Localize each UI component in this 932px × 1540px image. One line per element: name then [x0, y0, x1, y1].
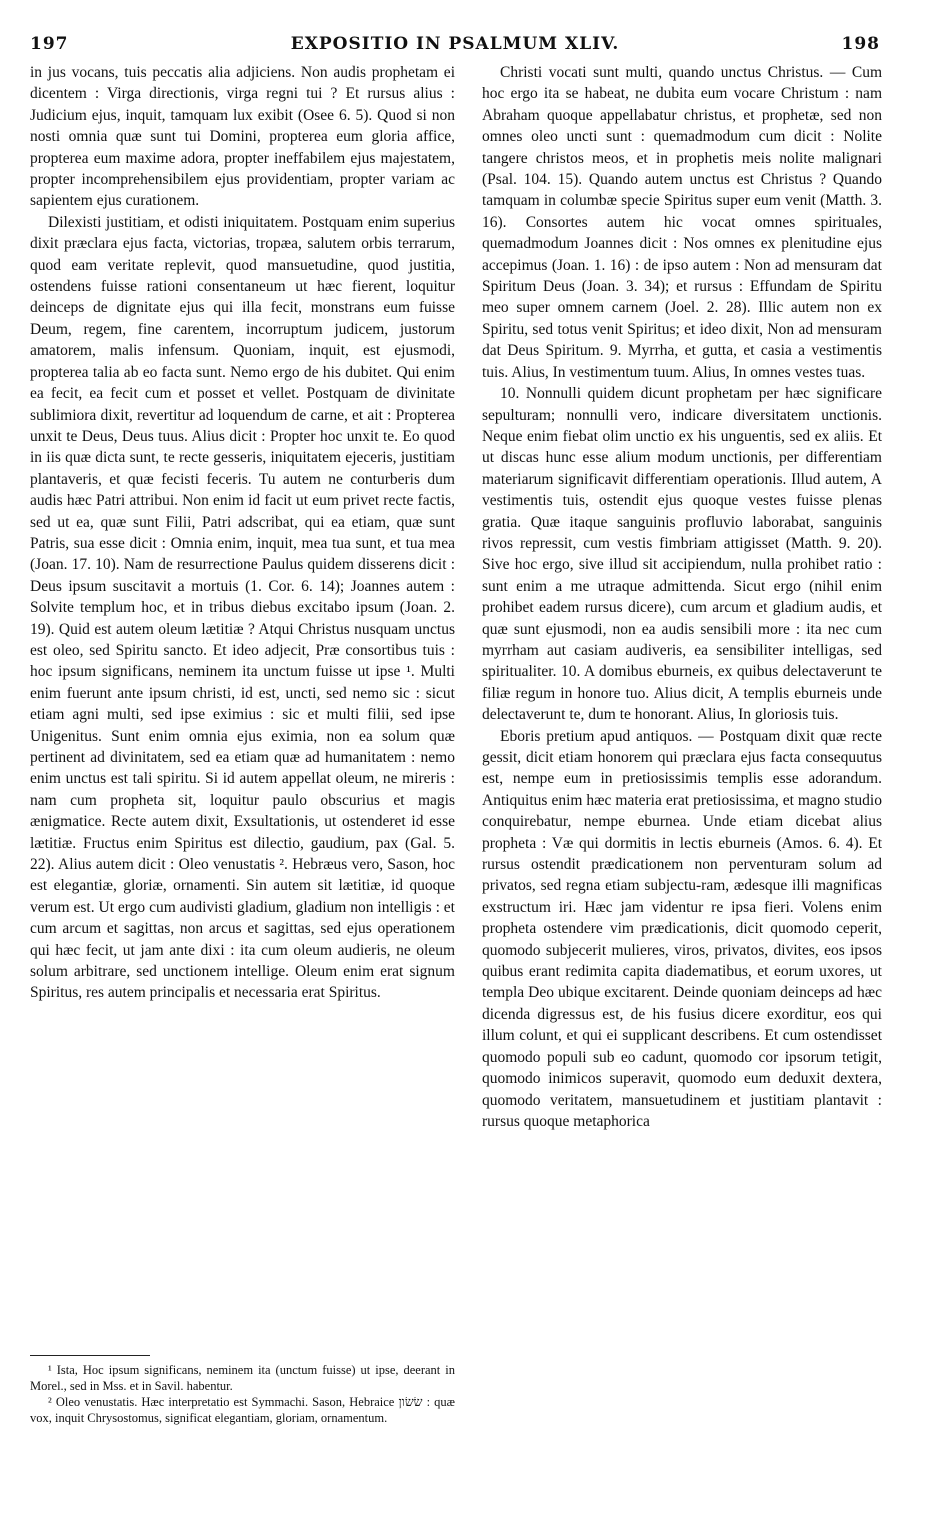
running-head	[30, 34, 880, 58]
right-column	[482, 62, 882, 1132]
left-paragraph-1: in jus vocans, tuis peccatis alia adjiciens. Non audis prophetam ei dicentem : Virga directionis, virga regni tui ? Et rursus alius : Judicium ejus, inquit, tamquam lux exibit (Osee 6. 5). Quod si non nosti omnia quæ sunt tui Domini, propterea eum gloria affice, propterea eum maxime adora, propter ineffabilem ejus majestatem, propter incomprehensibilem ejus providentiam, propter variam ac sapientem ejus curationem.	[30, 64, 455, 210]
left-column	[30, 62, 455, 1004]
footnotes	[30, 1362, 455, 1426]
right-paragraph-3: Eboris pretium apud antiquos. — Postquam dixit quæ recte gessit, dicit etiam honorem qui præclara ejus facta consequutus est, nempe eum in pretiosissimis templis esse adorandum. Antiquitus enim hæc materia erat pretiosissima, et magno studio conquirebatur, nempe eburnea. Unde etiam dicebat alius propheta : Væ qui dormitis in lectis eburneis (Amos. 6. 4). Et rursus ostendit prædicationem non perventuram solum ad privatos, sed regna etiam subjectu-ram, ædesque illi magnificas exstructum iri. Hæc jam videntur re ipsa fieri. Volens enim propheta ostendere vim prædicationis, dicit quomodo ceperit, quomodo subjecerit mulieres, viros, privatos, divites, eos ipsos quibus erant redimita capita diadematibus, et eorum uxores, ut templa Deo ubique excitarent. Deinde quoniam deinceps ad hæc dicenda digressus est, de his fusius dicere exorditur, eos qui illum colunt, et qui ei supplicant describens. Et cum ostendisset quomodo populi sub eo cadunt, quomodo cor ipsorum tetigit, quomodo inimicos superavit, quomodo eum deduxit dextera, quomodo veritatem, mansuetudinem et justitiam plantavit : rursus quoque metaphorica	[482, 727, 882, 1130]
page-title: EXPOSITIO IN PSALMUM XLIV.	[290, 34, 620, 54]
page-number-left: 197	[30, 34, 69, 54]
page-number-right: 198	[841, 34, 880, 54]
footnote-2: ² Oleo venustatis. Hæc interpretatio est Symmachi. Sason, Hebraice שׂשׂון : quæ vox, inquit Chrysostomus, significat elegantiam, gloriam, ornamentum.	[30, 1395, 455, 1425]
right-paragraph-1: Christi vocati sunt multi, quando unctus Christus. — Cum hoc ergo ita se habeat, ne dubita eum vocare Christum : nam Abraham quoque appellabatur christus, et prophetæ, sed non omnes oleo uncti sunt : quemadmodum cum dicit : Nolite tangere christos meos, et in prophetis meis nolite malignari (Psal. 104. 15). Quando autem unctus est Christus ? Quando tamquam in columbæ specie Spiritus super eum venit (Matth. 3. 16). Consortes autem hic vocat omnes spirituales, quemadmodum Joannes dicit : Nos omnes ex plenitudine ejus accepimus (Joan. 1. 16) : de ipso autem : Non ad mensuram dat Spiritum Deus (Joan. 3. 34); et rursus : Effundam de Spiritu meo super omnem carnem (Joel. 2. 28). Illic autem non ex Spiritu, sed totus venit Spiritus; et ideo dixit, Non ad mensuram dat Deus Spiritum. 9. Myrrha, et gutta, et casia a vestimentis tuis. Alius, In vestimentum tuum. Alius, In omnes vestes tuas.	[482, 64, 882, 381]
footnote-1: ¹ Ista, Hoc ipsum significans, neminem ita (unctum fuisse) ut ipse, deerant in Morel., sed in Mss. et in Savil. habentur.	[30, 1363, 455, 1393]
footnote-rule	[30, 1355, 150, 1356]
right-paragraph-2: 10. Nonnulli quidem dicunt prophetam per hæc significare sepulturam; nonnulli vero, indicare diversitatem unctionis. Neque enim fiebat olim unctio ex his unguentis, sed ex aliis. Et ut discas hunc esse alium modum unctionis, per differentiam materiarum significavit differentiam operationis. Illud autem, A vestimentis tuis, ostendit ejus quoque vestes fuisse plenas gratia. Quæ itaque sanguinis profluvio laborabat, sanguinis rivos repressit, cum vestis fimbriam attigisset (Matth. 9. 20). Sive hoc ergo, sive illud sit accipiendum, nulla prohibet ratio : sunt enim a me utraque admittenda. Sicut ergo (nihil enim prohibet eadem rursus dicere), cum arcum et gladium audis, et quæ sunt ejusmodi, non ea audis sensibili more : ita nec cum myrrham aut casiam audiveris, ea sensibiliter intelligas, sed spiritualiter. 10. A domibus eburneis, ex quibus delectaverunt te filiæ regum in honore tuo. Alius dicit, A templis eburneis unde delectaverunt te, dum te honorant. Alius, In gloriosis tuis.	[482, 385, 882, 724]
left-paragraph-2: Dilexisti justitiam, et odisti iniquitatem. Postquam enim superius dixit præclara ejus facta, victorias, tropæa, salutem orbis terrarum, quod eam veritate replevit, quod mansuetudine, quod justitia, ostendens fuisse rationi consentaneum ut hæc fierent, loquitur deinceps de dignitate ejus qui illa fecit, monstrans eum fuisse Deum, regem, fine carentem, incorruptum judicem, justorum amatorem, malis infensum. Quoniam, inquit, est ejusmodi, propterea talia ab eo facta sunt. Nemo ergo de his dubitet. Qui enim ea fecit, ea fecit cum et posset et vellet. Postquam de divinitate sublimiora dixit, revertitur ad loquendum de carne, et ait : Propterea unxit te Deus, Deus tuus. Alius dicit : Propter hoc unxit te. Eo quod in iis quæ dicta sunt, te recte gesseris, iniquitatem ejeceris, justitiam plantaveris, et quæ fecisti feceris. Tu autem ne conturberis dum audis hæc Patri attribui. Non enim id facit ut eum privet recte factis, sed ut ea, quæ sunt Filii, Patri adscribat, qui ea etiam, quæ sunt Patris, sua esse dicit : Omnia enim, inquit, mea tua sunt, et tua mea (Joan. 17. 10). Nam de resurrectione Paulus quidem disserens dicit : Deus ipsum suscitavit a mortuis (1. Cor. 6. 14); Joannes autem : Solvite templum hoc, et in tribus diebus excitabo ipsum (Joan. 2. 19). Quid est autem oleum lætitiæ ? Atqui Christus nusquam unctus est oleo, sed Spiritu sancto. Et ideo adjecit, Præ consortibus tuis : hoc ipsum significans, neminem ita unctum fuisse ut ipse ¹. Multi enim fuerunt ante ipsum christi, id est, uncti, sed nemo sic : sicut etiam agni multi, sed ipse eximius : sic et multi filii, sed ipse Unigenitus. Sunt enim omnia ejus eximia, non ea solum quæ pertinent ad divinitatem, sed ea etiam quæ ad humanitatem : nemo enim unctus est tali spiritu. Si id autem appellat oleum, ne mireris : nam cum propheta sit, loquitur paulo obscurius et magis ænigmatice. Recte autem dixit, Exsultationis, ut ostenderet id esse lætitiæ. Fructus enim Spiritus est dilectio, gaudium, pax (Gal. 5. 22). Alius autem dicit : Oleo venustatis ². Hebræus vero, Sason, hoc est elegantiæ, gloriæ, ornamenti. Sin autem sit lætitiæ, id quoque verum est. Ut ergo cum audivisti gladium, gladium non intelligis : et cum arcum et sagittas, non arcus et sagittas, sed ejus operationem qui hæc fecit, ut jam ante dixi : ita cum oleum audieris, ne oleum solum arbitrare, sed unctionem intellige. Oleum enim erat signum Spiritus, res autem principalis et necessaria erat Spiritus.	[30, 213, 455, 1002]
